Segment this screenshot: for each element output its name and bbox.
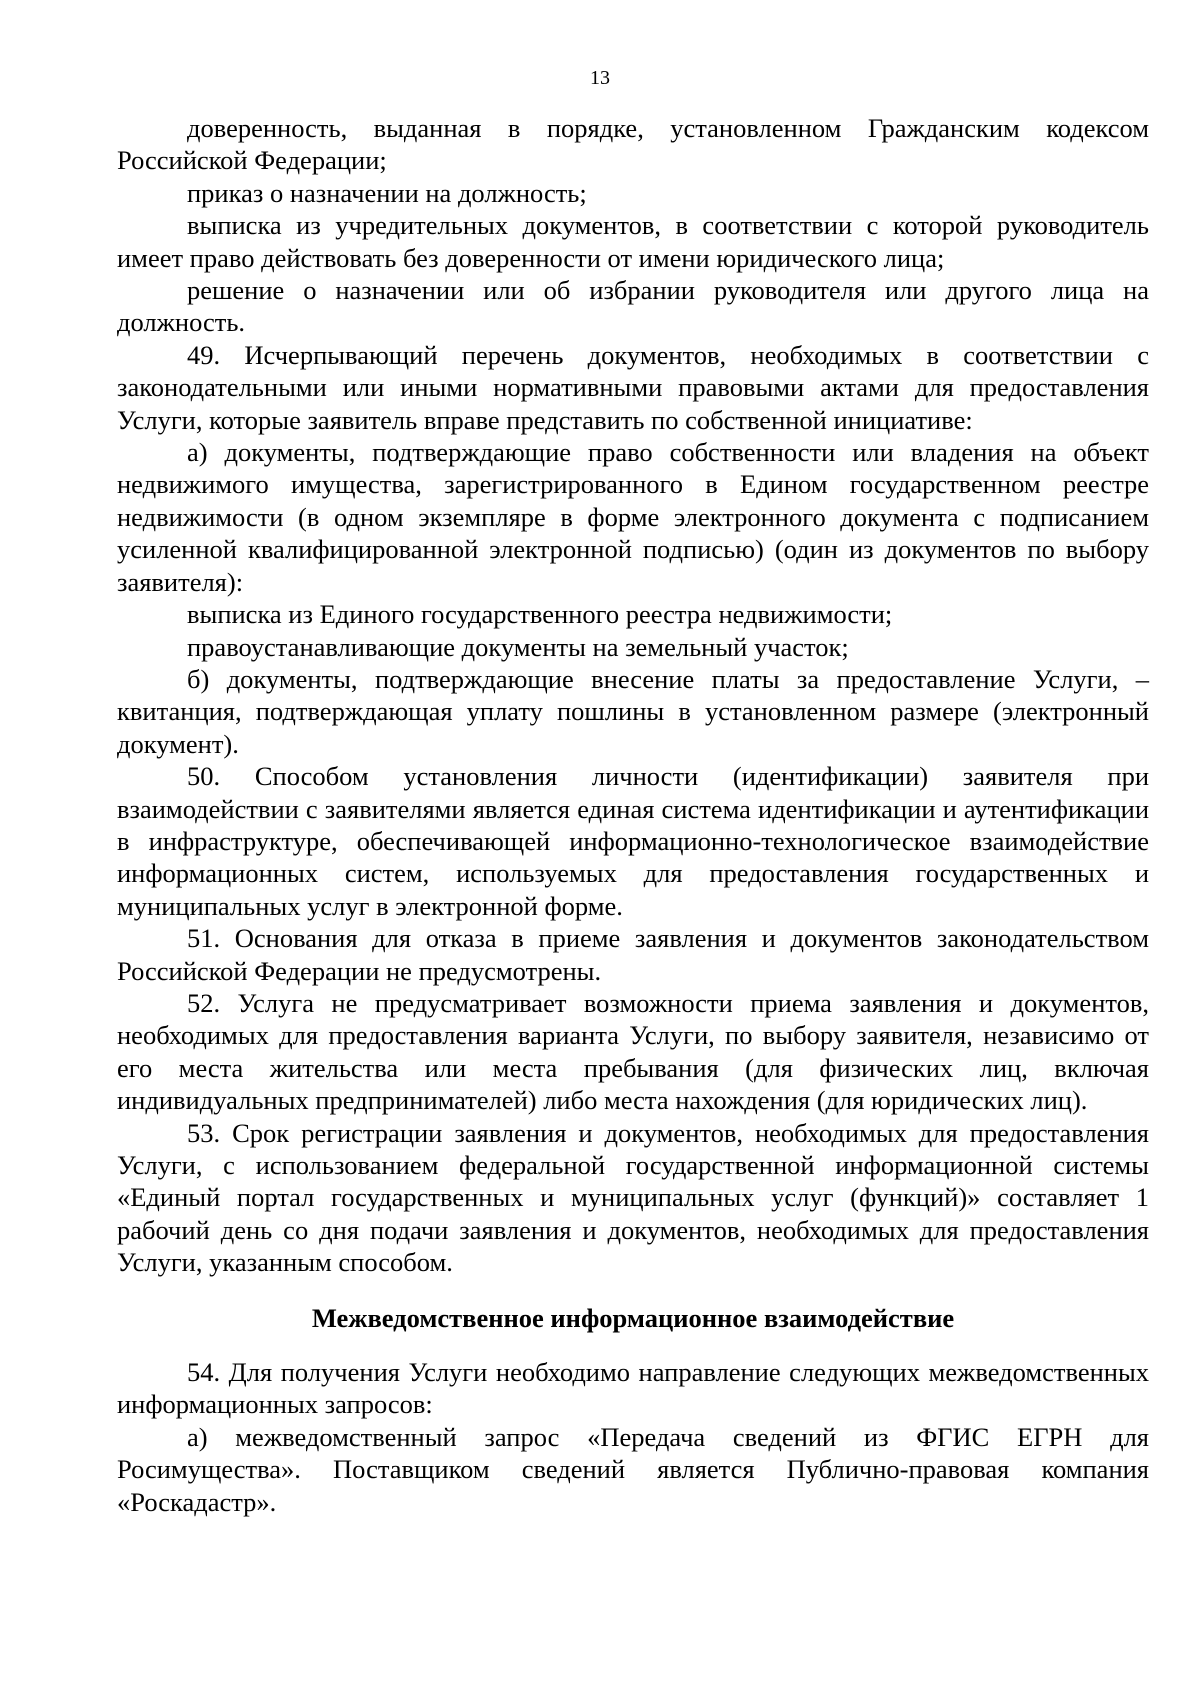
paragraph: выписка из Единого государственного реестра недвижимости; bbox=[187, 599, 893, 630]
paragraph-54-a: а) межведомственный запрос «Передача сведений из ФГИС ЕГРН для Росимущества». Поставщиком сведений является Публично-правовая компания «Роскадастр». bbox=[117, 1421, 1149, 1517]
paragraph-50: 50. Способом установления личности (идентификации) заявителя при взаимодействии с заявителями является единая система идентификации и аутентификации в инфраструктуре, обеспечивающей информационно-технологическое взаимодействие информационных систем, используемых для предоставления государственных и муниципальных услуг в электронной форме. bbox=[117, 761, 1149, 921]
paragraph-52: 52. Услуга не предусматривает возможности приема заявления и документов, необходимых для предоставления варианта Услуги, по выбору заявителя, независимо от его места жительства или места пребывания (для физических лиц, включая индивидуальных предпринимателей) либо места нахождения (для юридических лиц). bbox=[117, 987, 1149, 1116]
paragraph-49: 49. Исчерпывающий перечень документов, необходимых в соответствии с законодательными или иными нормативными правовыми актами для предоставления Услуги, которые заявитель вправе представить по собственной инициативе: bbox=[117, 339, 1149, 435]
document-body bbox=[117, 112, 1149, 1518]
paragraph: выписка из учредительных документов, в соответствии с которой руководитель имеет право действовать без доверенности от имени юридического лица; bbox=[117, 210, 1149, 273]
page-number: 13 bbox=[590, 67, 610, 89]
paragraph-49-a: а) документы, подтверждающие право собственности или владения на объект недвижимого имущества, зарегистрированного в Едином государственном реестре недвижимости (в одном экземпляре в форме электронного документа с подписанием усиленной квалифицированной электронной подписью) (один из документов по выбору заявителя): bbox=[117, 437, 1149, 597]
paragraph-53: 53. Срок регистрации заявления и документов, необходимых для предоставления Услуги, с использованием федеральной государственной информационной системы «Единый портал государственных и муниципальных услуг (функций)» составляет 1 рабочий день со дня подачи заявления и документов, необходимых для предоставления Услуги, указанным способом. bbox=[117, 1117, 1149, 1278]
paragraph: решение о назначении или об избрании руководителя или другого лица на должность. bbox=[117, 275, 1149, 338]
paragraph-49-b: б) документы, подтверждающие внесение платы за предоставление Услуги, – квитанция, подтверждающая уплату пошлины в установленном размере (электронный документ). bbox=[117, 663, 1149, 759]
paragraph: приказ о назначении на должность; bbox=[187, 177, 587, 208]
paragraph-54: 54. Для получения Услуги необходимо направление следующих межведомственных информационных запросов: bbox=[117, 1357, 1149, 1420]
paragraph: правоустанавливающие документы на земельный участок; bbox=[187, 631, 849, 662]
paragraph-51: 51. Основания для отказа в приеме заявления и документов законодательством Российской Федерации не предусмотрены. bbox=[117, 923, 1149, 986]
paragraph: доверенность, выданная в порядке, установленном Гражданским кодексом Российской Федерации; bbox=[117, 113, 1149, 176]
section-heading: Межведомственное информационное взаимодействие bbox=[311, 1302, 955, 1333]
